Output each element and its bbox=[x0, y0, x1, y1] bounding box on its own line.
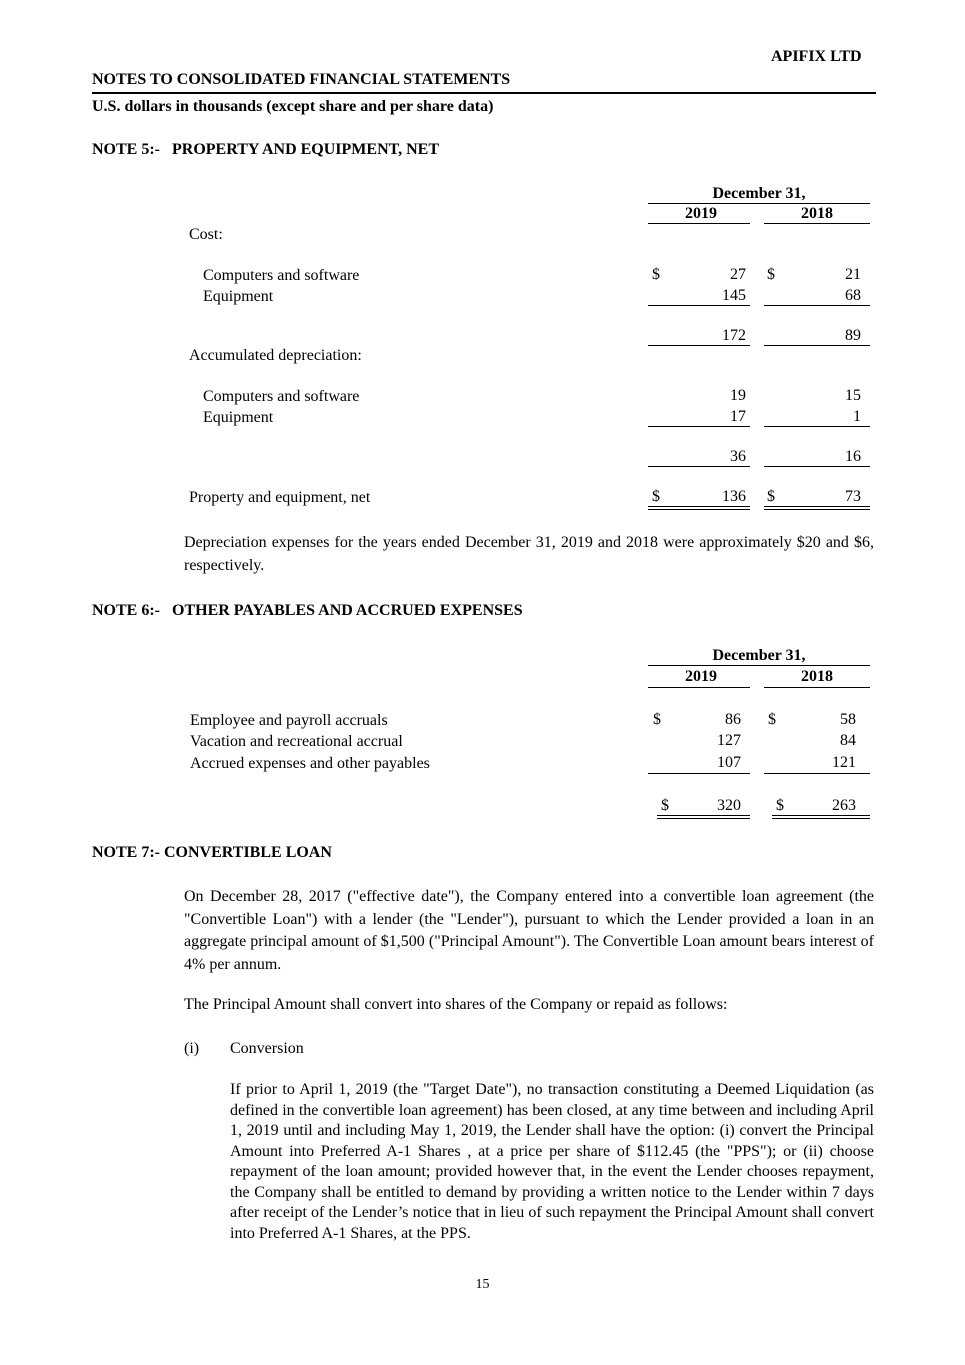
note5-year-rule-2018 bbox=[764, 223, 870, 224]
note6-year-rule-2019 bbox=[648, 687, 750, 688]
note5-cost-cs-2018: 21 bbox=[845, 266, 861, 283]
note6-header-rule bbox=[648, 665, 870, 666]
note5-accum-row-label: Equipment bbox=[203, 409, 274, 426]
note5-accum-eq-2018: 1 bbox=[853, 408, 861, 425]
note6-row-label: Accrued expenses and other payables bbox=[190, 755, 430, 772]
note6-row3-2018: 121 bbox=[832, 754, 856, 771]
document-subtitle: U.S. dollars in thousands (except share and per share data) bbox=[92, 98, 494, 115]
subtotal-rule bbox=[764, 426, 870, 427]
company-name: APIFIX LTD bbox=[771, 48, 862, 65]
note6-row2-2018: 84 bbox=[840, 732, 856, 749]
dollar-sign: $ bbox=[776, 797, 784, 814]
dollar-sign: $ bbox=[653, 711, 661, 728]
note5-year-2018: 2018 bbox=[801, 205, 833, 222]
note5-year-2019: 2019 bbox=[685, 205, 717, 222]
note6-total-2018: 263 bbox=[832, 797, 856, 814]
note7-item-number: (i) bbox=[184, 1040, 200, 1057]
note6-row2-2019: 127 bbox=[717, 732, 741, 749]
note5-accum-row-label: Computers and software bbox=[203, 388, 360, 405]
note5-header-rule bbox=[648, 203, 870, 204]
note5-total-accum-2018: 16 bbox=[845, 448, 861, 465]
note5-cost-row-label: Computers and software bbox=[203, 267, 360, 284]
total-double-rule bbox=[657, 815, 750, 819]
note5-accum-cs-2019: 19 bbox=[730, 387, 746, 404]
note5-total-accum-2019: 36 bbox=[730, 448, 746, 465]
note6-row1-2019: 86 bbox=[725, 711, 741, 728]
note5-net-label: Property and equipment, net bbox=[189, 489, 371, 506]
note6-year-2019: 2019 bbox=[685, 668, 717, 685]
note5-total-cost-2019: 172 bbox=[722, 327, 746, 344]
subtotal-rule bbox=[764, 466, 870, 467]
document-title: NOTES TO CONSOLIDATED FINANCIAL STATEMENTS bbox=[92, 71, 511, 88]
subtotal-rule bbox=[648, 773, 750, 774]
total-double-rule bbox=[764, 506, 870, 510]
subtotal-rule bbox=[764, 345, 870, 346]
note5-net-2019: 136 bbox=[722, 488, 746, 505]
subtotal-rule bbox=[648, 426, 750, 427]
note6-row3-2019: 107 bbox=[717, 754, 741, 771]
note5-heading: NOTE 5:- PROPERTY AND EQUIPMENT, NET bbox=[92, 141, 440, 158]
note5-accum-cs-2018: 15 bbox=[845, 387, 861, 404]
dollar-sign: $ bbox=[768, 711, 776, 728]
note7-heading: NOTE 7:- CONVERTIBLE LOAN bbox=[92, 844, 332, 861]
note5-col-header: December 31, bbox=[712, 185, 806, 202]
note6-row-label: Vacation and recreational accrual bbox=[190, 733, 403, 750]
subtotal-rule bbox=[648, 305, 750, 306]
header-rule bbox=[92, 92, 876, 94]
note5-cost-label: Cost: bbox=[189, 226, 223, 243]
subtotal-rule bbox=[764, 773, 870, 774]
note5-cost-eq-2018: 68 bbox=[845, 287, 861, 304]
note5-total-cost-2018: 89 bbox=[845, 327, 861, 344]
note7-paragraph-2: The Principal Amount shall convert into shares of the Company or repaid as follows: bbox=[184, 996, 728, 1013]
note6-row1-2018: 58 bbox=[840, 711, 856, 728]
note5-accum-eq-2019: 17 bbox=[730, 408, 746, 425]
page-number: 15 bbox=[475, 1277, 490, 1292]
subtotal-rule bbox=[764, 305, 870, 306]
note5-accum-label: Accumulated depreciation: bbox=[189, 347, 362, 364]
dollar-sign: $ bbox=[767, 266, 775, 283]
note7-paragraph-1: On December 28, 2017 ("effective date"), the Company entered into a convertible loan agreement (the "Convertible Loan") with a lender (the "Lender"), pursuant to which the Lender provided a loan in an aggregate principal amount of $1,500 ("Principal Amount"). The Convertible Loan amount bears interest of 4% per annum. bbox=[184, 888, 874, 973]
note6-year-rule-2018 bbox=[764, 687, 870, 688]
note5-depreciation-text: Depreciation expenses for the years ended December 31, 2019 and 2018 were approximately $20 and $6, respectively. bbox=[184, 534, 874, 574]
note5-cost-row-label: Equipment bbox=[203, 288, 274, 305]
note6-total-2019: 320 bbox=[717, 797, 741, 814]
note7-item-label: Conversion bbox=[230, 1040, 304, 1057]
note6-row-label: Employee and payroll accruals bbox=[190, 712, 388, 729]
note5-cost-eq-2019: 145 bbox=[722, 287, 746, 304]
dollar-sign: $ bbox=[652, 266, 660, 283]
note6-col-header: December 31, bbox=[712, 647, 806, 664]
total-double-rule bbox=[772, 815, 870, 819]
dollar-sign: $ bbox=[661, 797, 669, 814]
note5-year-rule-2019 bbox=[648, 223, 750, 224]
subtotal-rule bbox=[648, 466, 750, 467]
dollar-sign: $ bbox=[652, 488, 660, 505]
dollar-sign: $ bbox=[767, 488, 775, 505]
note7-conversion-text: If prior to April 1, 2019 (the "Target Date"), no transaction constituting a Deemed Liquidation (as defined in the convertible loan agreement) has been closed, at any time between and including April 1, 2019 until and including May 1, 2019, the Lender shall have the option: (i) convert the Principal Amount into Preferred A-1 Shares , at a price per share of $112.45 (the "PPS"); or (ii) choose repayment of the loan amount; provided however that, in the event the Lender chooses repayment, the Company shall be entitled to demand by providing a written notice to the Lender within 7 days after receipt of the Lender’s notice that in lieu of such repayment the Principal Amount shall convert into Preferred A-1 Shares, at the PPS. bbox=[230, 1081, 874, 1242]
note5-net-2018: 73 bbox=[845, 488, 861, 505]
note6-year-2018: 2018 bbox=[801, 668, 833, 685]
note6-heading: NOTE 6:- OTHER PAYABLES AND ACCRUED EXPENSES bbox=[92, 602, 523, 619]
note5-cost-cs-2019: 27 bbox=[730, 266, 746, 283]
total-double-rule bbox=[648, 506, 750, 510]
subtotal-rule bbox=[648, 345, 750, 346]
